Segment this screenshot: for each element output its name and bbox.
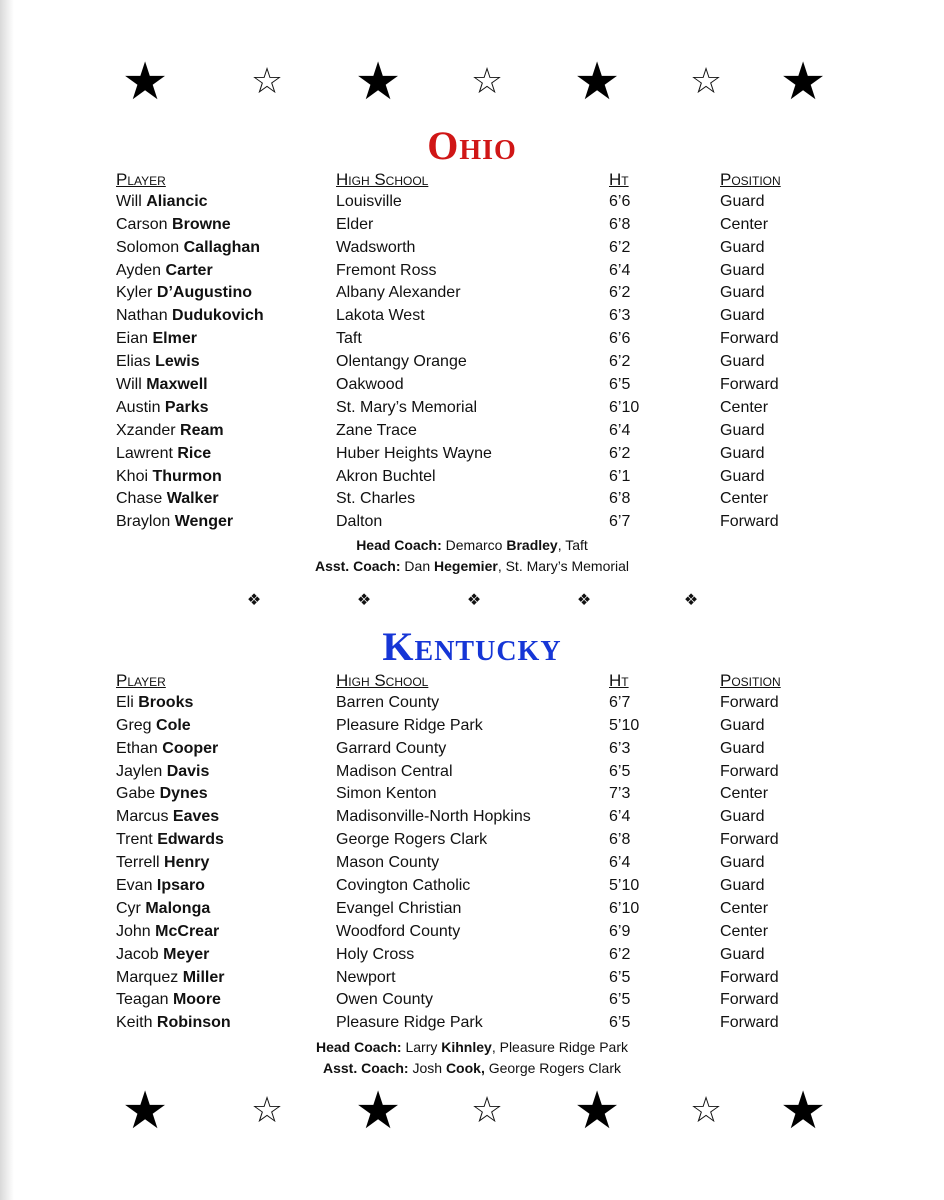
player-row	[0, 237, 944, 260]
player-last-name: Cole	[156, 716, 191, 734]
player-first-name: Kyler	[116, 284, 153, 302]
head-coach-label: Head Coach:	[315, 1039, 402, 1055]
player-first-name: Eian	[116, 330, 149, 348]
player-last-name: Meyer	[163, 945, 210, 963]
player-position: Guard	[720, 421, 765, 439]
bottom-star-row	[0, 1081, 944, 1141]
player-first-name: Cyr	[116, 899, 141, 917]
player-school: Woodford County	[336, 922, 461, 940]
player-first-name: Elias	[116, 353, 151, 371]
player-height: 6’2	[609, 284, 631, 302]
roster-header-row	[0, 168, 944, 191]
player-height: 6’8	[609, 215, 631, 233]
player-height: 6’6	[609, 330, 631, 348]
player-school: Elder	[336, 215, 374, 233]
player-school: Owen County	[336, 991, 433, 1009]
player-row	[0, 738, 944, 761]
player-school: Holy Cross	[336, 945, 415, 963]
kentucky-title: Kentucky	[382, 624, 562, 669]
player-last-name: Walker	[166, 490, 219, 508]
player-row	[0, 511, 944, 534]
roster-header-row	[0, 669, 944, 692]
player-name	[116, 468, 222, 486]
player-school: George Rogers Clark	[336, 831, 488, 849]
player-school: Newport	[336, 968, 396, 986]
player-first-name: Terrell	[116, 854, 160, 872]
player-first-name: Solomon	[116, 238, 180, 256]
player-row	[0, 967, 944, 990]
player-first-name: Marquez	[116, 968, 179, 986]
player-first-name: Gabe	[116, 785, 156, 803]
player-position: Forward	[720, 330, 779, 348]
header-height: Ht	[609, 671, 629, 690]
player-height: 6’8	[609, 831, 631, 849]
coach-first-name: Demarco	[445, 537, 503, 553]
player-last-name: Miller	[182, 968, 225, 986]
player-school: Madison Central	[336, 762, 453, 780]
player-school: Fremont Ross	[336, 261, 437, 279]
player-last-name: Brooks	[138, 693, 194, 711]
player-school: Louisville	[336, 192, 402, 210]
player-position: Guard	[720, 192, 765, 210]
player-position: Forward	[720, 693, 779, 711]
player-last-name: Davis	[166, 762, 210, 780]
player-last-name: Cooper	[162, 739, 219, 757]
player-height: 6’5	[609, 968, 631, 986]
player-height: 5’10	[609, 877, 640, 895]
player-first-name: Trent	[116, 831, 153, 849]
player-first-name: Keith	[116, 1014, 153, 1032]
player-school: Akron Buchtel	[336, 467, 436, 485]
player-row	[0, 214, 944, 237]
hollow-star-icon: ☆	[470, 61, 504, 102]
asst-coach-label: Asst. Coach:	[314, 558, 401, 574]
player-row	[0, 944, 944, 967]
player-name	[116, 353, 200, 371]
player-last-name: Malonga	[145, 899, 211, 917]
player-name	[116, 490, 219, 508]
player-height: 6’7	[609, 693, 631, 711]
player-school: Wadsworth	[336, 238, 416, 256]
player-position: Guard	[720, 238, 765, 256]
player-name	[116, 239, 260, 257]
player-school: Pleasure Ridge Park	[336, 1014, 483, 1032]
player-last-name: Elmer	[152, 330, 197, 348]
player-first-name: Ethan	[116, 739, 158, 757]
player-name	[116, 445, 211, 463]
player-position: Guard	[720, 808, 765, 826]
kentucky-asst-coach	[0, 1060, 944, 1076]
coach-last-name: Kihnley	[441, 1039, 492, 1055]
player-height: 6’7	[609, 513, 631, 531]
player-name	[116, 854, 209, 872]
header-high-school: High School	[336, 170, 429, 189]
coach-school: , St. Mary’s Memorial	[497, 558, 630, 574]
hollow-star-icon: ☆	[250, 1090, 284, 1131]
player-first-name: Teagan	[116, 991, 169, 1009]
player-row	[0, 761, 944, 784]
header-player: Player	[116, 671, 166, 690]
player-school: Covington Catholic	[336, 877, 471, 895]
player-last-name: Dynes	[159, 785, 208, 803]
player-last-name: Robinson	[156, 1014, 231, 1032]
player-row	[0, 443, 944, 466]
player-row	[0, 692, 944, 715]
player-position: Forward	[720, 376, 779, 394]
player-school: Mason County	[336, 854, 440, 872]
player-school: Taft	[336, 330, 362, 348]
player-position: Guard	[720, 854, 765, 872]
player-name	[116, 216, 231, 234]
player-row	[0, 420, 944, 443]
coach-school: , Pleasure Ridge Park	[491, 1039, 629, 1055]
player-position: Guard	[720, 444, 765, 462]
hollow-star-icon: ☆	[470, 1090, 504, 1131]
player-position: Guard	[720, 467, 765, 485]
player-last-name: Ipsaro	[156, 877, 205, 895]
player-position: Forward	[720, 513, 779, 531]
player-name	[116, 785, 208, 803]
player-school: Huber Heights Wayne	[336, 444, 492, 462]
solid-star-icon: ★	[354, 52, 402, 112]
player-last-name: Carter	[165, 261, 213, 279]
player-height: 6’4	[609, 854, 631, 872]
player-height: 6’2	[609, 238, 631, 256]
player-school: Garrard County	[336, 739, 447, 757]
player-height: 6’2	[609, 945, 631, 963]
player-name	[116, 946, 209, 964]
player-row	[0, 488, 944, 511]
player-first-name: Nathan	[116, 307, 168, 325]
hollow-star-icon: ☆	[689, 61, 723, 102]
player-first-name: Khoi	[116, 467, 149, 485]
player-name	[116, 262, 213, 280]
player-height: 5’10	[609, 716, 640, 734]
player-position: Guard	[720, 877, 765, 895]
player-row	[0, 374, 944, 397]
player-height: 6’10	[609, 899, 640, 917]
player-name	[116, 808, 219, 826]
player-name	[116, 1014, 231, 1032]
player-name	[116, 740, 218, 758]
player-school: Zane Trace	[336, 421, 417, 439]
player-first-name: Will	[116, 376, 142, 394]
player-row	[0, 466, 944, 489]
diamond-ornament-icon: ❖	[246, 590, 262, 609]
player-last-name: Eaves	[172, 808, 220, 826]
player-position: Forward	[720, 762, 779, 780]
player-row	[0, 806, 944, 829]
player-school: Dalton	[336, 513, 383, 531]
hollow-star-icon: ☆	[250, 61, 284, 102]
player-school: Madisonville-North Hopkins	[336, 808, 531, 826]
player-row	[0, 191, 944, 214]
player-position: Guard	[720, 284, 765, 302]
player-row	[0, 397, 944, 420]
header-height: Ht	[609, 170, 629, 189]
player-height: 6’4	[609, 261, 631, 279]
player-name	[116, 284, 252, 302]
coach-school: , Taft	[557, 537, 588, 553]
coach-last-name: Hegemier	[434, 558, 498, 574]
player-position: Guard	[720, 261, 765, 279]
solid-star-icon: ★	[354, 1081, 402, 1141]
player-last-name: Rice	[177, 444, 212, 462]
diamond-ornament-icon: ❖	[356, 590, 372, 609]
player-last-name: Dudukovich	[172, 307, 264, 325]
player-position: Center	[720, 490, 769, 508]
player-first-name: Xzander	[116, 421, 176, 439]
player-school: Olentangy Orange	[336, 353, 467, 371]
player-last-name: Aliancic	[146, 192, 208, 210]
solid-star-icon: ★	[573, 52, 621, 112]
player-name	[116, 422, 224, 440]
player-row	[0, 852, 944, 875]
player-school: Simon Kenton	[336, 785, 437, 803]
player-position: Center	[720, 215, 769, 233]
kentucky-roster	[0, 669, 944, 1035]
ohio-head-coach	[0, 537, 944, 553]
solid-star-icon: ★	[573, 1081, 621, 1141]
player-position: Center	[720, 785, 769, 803]
header-position: Position	[720, 671, 781, 690]
player-first-name: Ayden	[116, 261, 162, 279]
player-name	[116, 307, 264, 325]
player-position: Forward	[720, 831, 779, 849]
player-last-name: Parks	[164, 398, 209, 416]
player-height: 6’5	[609, 991, 631, 1009]
player-first-name: Carson	[116, 215, 168, 233]
header-position: Position	[720, 170, 781, 189]
player-name	[116, 991, 221, 1009]
player-row	[0, 305, 944, 328]
asst-coach-label: Asst. Coach:	[323, 1060, 409, 1076]
top-star-row	[0, 52, 944, 112]
player-first-name: Evan	[116, 877, 153, 895]
player-name	[116, 399, 209, 417]
player-height: 7’3	[609, 785, 631, 803]
player-last-name: Thurmon	[152, 467, 222, 485]
solid-star-icon: ★	[121, 1081, 169, 1141]
kentucky-head-coach	[0, 1039, 944, 1055]
player-height: 6’1	[609, 467, 631, 485]
player-position: Guard	[720, 739, 765, 757]
player-name	[116, 694, 193, 712]
player-position: Center	[720, 899, 769, 917]
player-row	[0, 898, 944, 921]
player-first-name: John	[116, 922, 151, 940]
player-position: Forward	[720, 968, 779, 986]
player-name	[116, 717, 191, 735]
player-height: 6’4	[609, 421, 631, 439]
player-height: 6’9	[609, 922, 631, 940]
head-coach-label: Head Coach:	[356, 537, 442, 553]
player-school: St. Charles	[336, 490, 416, 508]
player-first-name: Will	[116, 192, 142, 210]
player-height: 6’2	[609, 353, 631, 371]
player-name	[116, 330, 197, 348]
player-row	[0, 351, 944, 374]
player-name	[116, 193, 208, 211]
coach-last-name: Bradley	[506, 537, 558, 553]
player-last-name: Maxwell	[146, 376, 208, 394]
player-last-name: Edwards	[157, 831, 224, 849]
player-name	[116, 513, 233, 531]
player-first-name: Austin	[116, 398, 161, 416]
player-height: 6’4	[609, 808, 631, 826]
player-height: 6’3	[609, 307, 631, 325]
player-last-name: Browne	[172, 215, 231, 233]
ohio-roster	[0, 168, 944, 534]
player-row	[0, 715, 944, 738]
player-row	[0, 989, 944, 1012]
player-first-name: Chase	[116, 490, 163, 508]
player-position: Center	[720, 922, 769, 940]
player-position: Forward	[720, 991, 779, 1009]
ohio-title: Ohio	[427, 123, 517, 168]
player-first-name: Greg	[116, 716, 152, 734]
diamond-ornament-icon: ❖	[466, 590, 482, 609]
player-position: Guard	[720, 945, 765, 963]
diamond-ornament-icon: ❖	[576, 590, 592, 609]
player-name	[116, 376, 208, 394]
diamond-ornament-icon: ❖	[683, 590, 699, 609]
player-name	[116, 923, 219, 941]
player-name	[116, 969, 225, 987]
player-last-name: Ream	[180, 421, 224, 439]
player-position: Guard	[720, 307, 765, 325]
player-row	[0, 1012, 944, 1035]
player-last-name: Henry	[164, 854, 210, 872]
player-row	[0, 260, 944, 283]
player-height: 6’6	[609, 192, 631, 210]
ohio-asst-coach	[0, 558, 944, 574]
section-divider	[0, 588, 944, 612]
player-height: 6’2	[609, 444, 631, 462]
solid-star-icon: ★	[779, 1081, 827, 1141]
player-school: Barren County	[336, 693, 440, 711]
coach-first-name: Larry	[405, 1039, 438, 1055]
player-first-name: Jacob	[116, 945, 159, 963]
player-first-name: Eli	[116, 693, 134, 711]
coach-last-name: Cook,	[445, 1060, 485, 1076]
player-last-name: Wenger	[174, 513, 234, 531]
player-last-name: Callaghan	[183, 238, 261, 256]
player-height: 6’3	[609, 739, 631, 757]
player-row	[0, 921, 944, 944]
player-name	[116, 763, 209, 781]
player-school: Lakota West	[336, 307, 425, 325]
player-last-name: Moore	[172, 991, 221, 1009]
player-height: 6’5	[609, 376, 631, 394]
coach-school: George Rogers Clark	[484, 1060, 621, 1076]
player-row	[0, 328, 944, 351]
hollow-star-icon: ☆	[689, 1090, 723, 1131]
solid-star-icon: ★	[779, 52, 827, 112]
player-name	[116, 877, 205, 895]
player-last-name: Lewis	[155, 353, 200, 371]
player-height: 6’8	[609, 490, 631, 508]
player-school: Albany Alexander	[336, 284, 461, 302]
player-height: 6’5	[609, 762, 631, 780]
player-row	[0, 829, 944, 852]
player-first-name: Braylon	[116, 513, 171, 531]
coach-first-name: Dan	[404, 558, 431, 574]
player-name	[116, 900, 210, 918]
player-row	[0, 282, 944, 305]
player-position: Center	[720, 398, 769, 416]
player-first-name: Jaylen	[116, 762, 163, 780]
player-row	[0, 783, 944, 806]
player-first-name: Marcus	[116, 808, 169, 826]
solid-star-icon: ★	[121, 52, 169, 112]
player-school: Oakwood	[336, 376, 404, 394]
player-name	[116, 831, 224, 849]
player-last-name: D’Augustino	[156, 284, 252, 302]
header-player: Player	[116, 170, 166, 189]
player-height: 6’5	[609, 1014, 631, 1032]
player-row	[0, 875, 944, 898]
player-school: Pleasure Ridge Park	[336, 716, 483, 734]
player-position: Forward	[720, 1014, 779, 1032]
player-position: Guard	[720, 353, 765, 371]
player-height: 6’10	[609, 398, 640, 416]
player-last-name: McCrear	[155, 922, 220, 940]
player-first-name: Lawrent	[116, 444, 173, 462]
player-school: St. Mary’s Memorial	[336, 398, 478, 416]
player-position: Guard	[720, 716, 765, 734]
player-school: Evangel Christian	[336, 899, 462, 917]
header-high-school: High School	[336, 671, 429, 690]
coach-first-name: Josh	[412, 1060, 443, 1076]
